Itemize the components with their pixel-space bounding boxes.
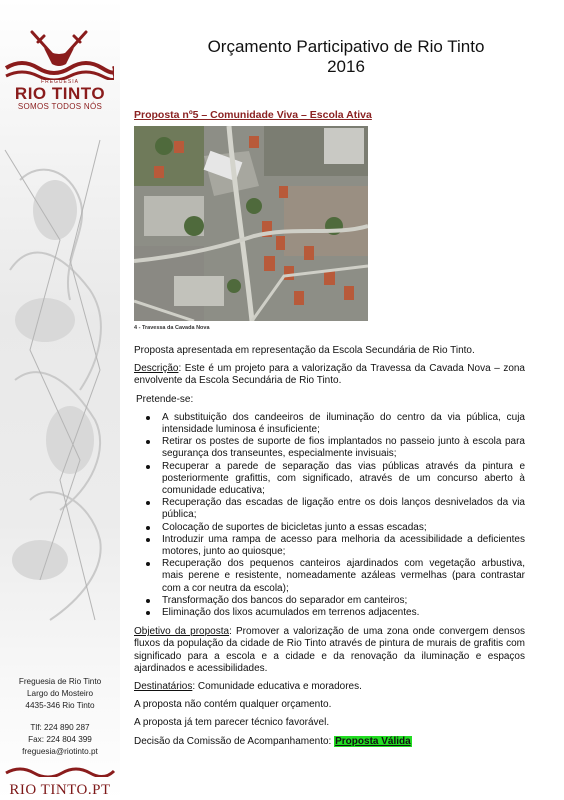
image-caption: 4 - Travessa da Cavada Nova: [134, 325, 210, 331]
list-item: Introduzir uma rampa de acesso para melhoria da acessibilidade a deficientes motores, junto ao quiosque;: [162, 533, 525, 558]
decision-status-badge: Proposta Válida: [335, 735, 411, 747]
brand-parish-label: FREGUESIA: [41, 79, 79, 85]
description-paragraph: [134, 363, 525, 387]
brand-name: RIO TINTO: [14, 84, 106, 103]
list-item: Transformação dos bancos do separador em canteiros;: [162, 595, 525, 607]
intends-label: Pretende-se:: [136, 393, 194, 405]
recipients-paragraph: [134, 681, 525, 693]
description-label: Descrição: [134, 363, 179, 375]
description-text: : Este é um projeto para a valorização da Travessa da Cavada Nova – zona envolvente da Escola Secundária de Rio Tinto.: [134, 363, 525, 387]
objective-text: : Promover a valorização de uma zona onde convergem densos fluxos da população da cidade de Rio Tinto através de pintura de murais de grafitis com significado para a escola e a cidade e da renovação da iluminação e espaços ajardinados e acessibilidades.: [134, 626, 526, 674]
contact-postal: 4435-346 Rio Tinto: [25, 701, 95, 710]
sidebar-illustration: [0, 120, 120, 670]
budget-text: A proposta não contém qualquer orçamento.: [134, 699, 332, 711]
sidebar: [0, 0, 120, 800]
objective-label: Objetivo da proposta: [134, 626, 230, 638]
decision-label: Decisão da Comissão de Acompanhamento:: [134, 735, 335, 747]
recipients-text: : Comunidade educativa e moradores.: [192, 681, 362, 693]
technical-text: A proposta já tem parecer técnico favorável.: [134, 717, 330, 729]
contact-street: Largo do Mosteiro: [27, 689, 93, 698]
brand-slogan: SOMOS TODOS NÓS: [17, 102, 103, 111]
site-logo: [4, 764, 116, 799]
site-name: RIO TINTO.PT: [9, 782, 111, 798]
list-item: Retirar os postes de suporte de fios implantados no passeio junto à escola para segurança dos transeuntes, especialmente invisuais;: [162, 436, 525, 460]
recipients-label: Destinatários: [134, 681, 193, 693]
proposal-body: [134, 345, 525, 754]
list-item: Recuperar a parede de separação das vias públicas através da pintura e posteriormente grafittis, com significado, através de um concurso aberto à comunidade educativa;: [162, 460, 525, 497]
title-line-1: Orçamento Participativo de Rio Tinto: [207, 37, 485, 56]
presented-text: Proposta apresentada em representação da Escola Secundária de Rio Tinto.: [134, 345, 475, 356]
list-item: A substituição dos candeeiros de iluminação do centro da via pública, cuja intensidade luminosa é insuficiente;: [162, 411, 525, 436]
measures-list: [134, 412, 525, 619]
contact-block: [0, 676, 120, 758]
objective-paragraph: [134, 626, 525, 675]
list-item: Eliminação dos lixos acumulados em terrenos adjacentes.: [162, 607, 525, 619]
contact-fax: Fax: 224 804 399: [28, 735, 92, 744]
aerial-map-image: [134, 126, 368, 321]
wave-icon: [4, 765, 116, 777]
decision-paragraph: [134, 736, 525, 748]
contact-email: freguesia@riotinto.pt: [22, 747, 98, 756]
page-title: [134, 37, 558, 77]
list-item: Recuperação dos pequenos canteiros ajardinados com vegetação arbustiva, mais perene e resistente, nomeadamente azáleas vermelhas (para contrastar com a cor neutra da escola);: [162, 558, 525, 594]
contact-name: Freguesia de Rio Tinto: [18, 677, 102, 686]
list-item: Colocação de suportes de bicicletas junto a essas escadas;: [162, 522, 525, 534]
proposal-title: Proposta nº5 – Comunidade Viva – Escola Ativa: [134, 109, 372, 121]
contact-phone: Tlf: 224 890 287: [30, 723, 90, 732]
list-item: Recuperação das escadas de ligação entre os dois lanços desnivelados da via pública;: [162, 497, 525, 521]
title-line-2: 2016: [327, 57, 365, 76]
crest-icon: [4, 28, 114, 80]
